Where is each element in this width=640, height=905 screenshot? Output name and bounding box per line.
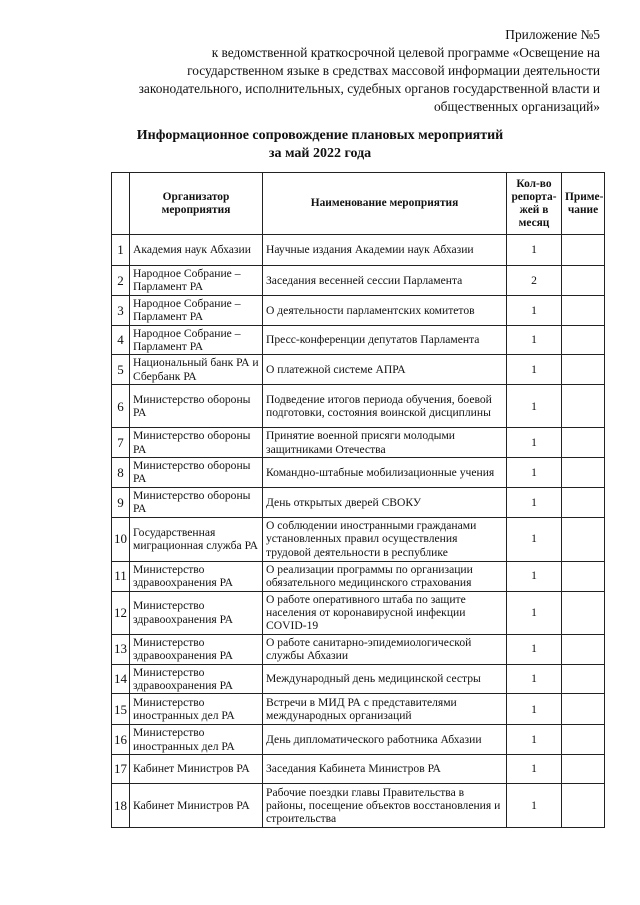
row-number: 12	[112, 591, 130, 634]
row-count: 1	[507, 591, 562, 634]
table-row	[112, 266, 605, 296]
row-event-name: Рабочие поездки главы Правительства в районы, посещение объектов восстановления и строительства	[263, 784, 507, 828]
row-notes	[562, 428, 605, 458]
row-event-name: О реализации программы по организации обязательного медицинского страхования	[263, 561, 507, 591]
row-notes	[562, 755, 605, 784]
row-organizer: Министерство иностранных дел РА	[130, 725, 263, 755]
header-num	[112, 173, 130, 235]
row-number: 16	[112, 725, 130, 755]
row-number: 1	[112, 235, 130, 266]
table-row	[112, 235, 605, 266]
table-row	[112, 355, 605, 385]
header-notes: Приме-чание	[562, 173, 605, 235]
row-event-name: Пресс-конференции депутатов Парламента	[263, 325, 507, 355]
row-number: 5	[112, 355, 130, 385]
row-notes	[562, 355, 605, 385]
table-row	[112, 725, 605, 755]
row-count: 1	[507, 428, 562, 458]
row-number: 9	[112, 487, 130, 517]
table-row	[112, 561, 605, 591]
row-event-name: О деятельности парламентских комитетов	[263, 295, 507, 325]
table-row	[112, 664, 605, 694]
row-count: 1	[507, 325, 562, 355]
row-event-name: О работе оперативного штаба по защите населения от коронавирусной инфекции COVID-19	[263, 591, 507, 634]
row-number: 18	[112, 784, 130, 828]
row-number: 15	[112, 694, 130, 725]
row-notes	[562, 694, 605, 725]
row-event-name: Командно-штабные мобилизационные учения	[263, 458, 507, 488]
row-organizer: Народное Собрание – Парламент РА	[130, 295, 263, 325]
row-organizer: Министерство здравоохранения РА	[130, 561, 263, 591]
row-count: 1	[507, 634, 562, 664]
row-notes	[562, 664, 605, 694]
row-event-name: Научные издания Академии наук Абхазии	[263, 235, 507, 266]
row-count: 1	[507, 517, 562, 561]
row-event-name: Подведение итогов периода обучения, боевой подготовки, состояния воинской дисциплины	[263, 385, 507, 428]
row-organizer: Министерство обороны РА	[130, 487, 263, 517]
row-event-name: Заседания Кабинета Министров РА	[263, 755, 507, 784]
table-row	[112, 517, 605, 561]
row-number: 3	[112, 295, 130, 325]
header-organizer: Организатор мероприятия	[130, 173, 263, 235]
row-number: 4	[112, 325, 130, 355]
row-notes	[562, 784, 605, 828]
row-event-name: Принятие военной присяги молодыми защитниками Отечества	[263, 428, 507, 458]
row-notes	[562, 235, 605, 266]
events-table	[111, 172, 605, 828]
row-notes	[562, 561, 605, 591]
table-row	[112, 295, 605, 325]
document-title: Информационное сопровождение плановых мероприятий	[136, 128, 504, 143]
row-event-name: Заседания весенней сессии Парламента	[263, 266, 507, 296]
row-organizer: Министерство здравоохранения РА	[130, 634, 263, 664]
table-row	[112, 458, 605, 488]
row-organizer: Академия наук Абхазии	[130, 235, 263, 266]
row-organizer: Кабинет Министров РА	[130, 784, 263, 828]
row-notes	[562, 266, 605, 296]
table-row	[112, 634, 605, 664]
row-event-name: День дипломатического работника Абхазии	[263, 725, 507, 755]
row-notes	[562, 591, 605, 634]
row-count: 1	[507, 295, 562, 325]
row-organizer: Народное Собрание – Парламент РА	[130, 325, 263, 355]
row-number: 13	[112, 634, 130, 664]
row-number: 7	[112, 428, 130, 458]
row-count: 1	[507, 458, 562, 488]
row-notes	[562, 725, 605, 755]
row-event-name: О работе санитарно-эпидемиологической службы Абхазии	[263, 634, 507, 664]
row-organizer: Министерство иностранных дел РА	[130, 694, 263, 725]
row-count: 1	[507, 784, 562, 828]
row-event-name: О платежной системе АПРА	[263, 355, 507, 385]
table-row	[112, 755, 605, 784]
row-count: 1	[507, 385, 562, 428]
row-organizer: Министерство обороны РА	[130, 458, 263, 488]
row-event-name: Международный день медицинской сестры	[263, 664, 507, 694]
table-row	[112, 487, 605, 517]
row-number: 11	[112, 561, 130, 591]
table-row	[112, 694, 605, 725]
row-organizer: Народное Собрание – Парламент РА	[130, 266, 263, 296]
header-count: Кол-во репорта-жей в месяц	[507, 173, 562, 235]
annex-header	[120, 26, 600, 116]
row-count: 1	[507, 235, 562, 266]
row-organizer: Министерство обороны РА	[130, 385, 263, 428]
row-number: 8	[112, 458, 130, 488]
row-count: 1	[507, 355, 562, 385]
row-event-name: О соблюдении иностранными гражданами установленных правил осуществления трудовой деятельности в республике	[263, 517, 507, 561]
row-event-name: Встречи в МИД РА с представителями международных организаций	[263, 694, 507, 725]
table-row	[112, 784, 605, 828]
row-number: 10	[112, 517, 130, 561]
annex-description: к ведомственной краткосрочной целевой программе «Освещение на государственном языке в средствах массовой информации деятельности законодательного, исполнительных, судебных органов государственной власти и общественных организаций»	[138, 45, 600, 114]
row-count: 2	[507, 266, 562, 296]
row-organizer: Министерство обороны РА	[130, 428, 263, 458]
row-notes	[562, 385, 605, 428]
row-count: 1	[507, 755, 562, 784]
table-body	[112, 235, 605, 828]
row-organizer: Национальный банк РА и Сбербанк РА	[130, 355, 263, 385]
annex-number: Приложение №5	[505, 27, 600, 42]
row-count: 1	[507, 561, 562, 591]
table-row	[112, 325, 605, 355]
row-notes	[562, 517, 605, 561]
row-count: 1	[507, 694, 562, 725]
row-number: 2	[112, 266, 130, 296]
table-row	[112, 385, 605, 428]
row-organizer: Кабинет Министров РА	[130, 755, 263, 784]
row-organizer: Министерство здравоохранения РА	[130, 664, 263, 694]
table-row	[112, 428, 605, 458]
row-event-name: День открытых дверей СВОКУ	[263, 487, 507, 517]
row-notes	[562, 325, 605, 355]
row-notes	[562, 458, 605, 488]
header-event-name: Наименование мероприятия	[263, 173, 507, 235]
row-count: 1	[507, 664, 562, 694]
row-count: 1	[507, 725, 562, 755]
table-header-row	[112, 173, 605, 235]
row-number: 14	[112, 664, 130, 694]
row-notes	[562, 634, 605, 664]
row-number: 6	[112, 385, 130, 428]
row-number: 17	[112, 755, 130, 784]
document-subtitle: за май 2022 года	[268, 146, 372, 161]
row-count: 1	[507, 487, 562, 517]
row-notes	[562, 295, 605, 325]
row-organizer: Министерство здравоохранения РА	[130, 591, 263, 634]
table-row	[112, 591, 605, 634]
row-organizer: Государственная миграционная служба РА	[130, 517, 263, 561]
row-notes	[562, 487, 605, 517]
